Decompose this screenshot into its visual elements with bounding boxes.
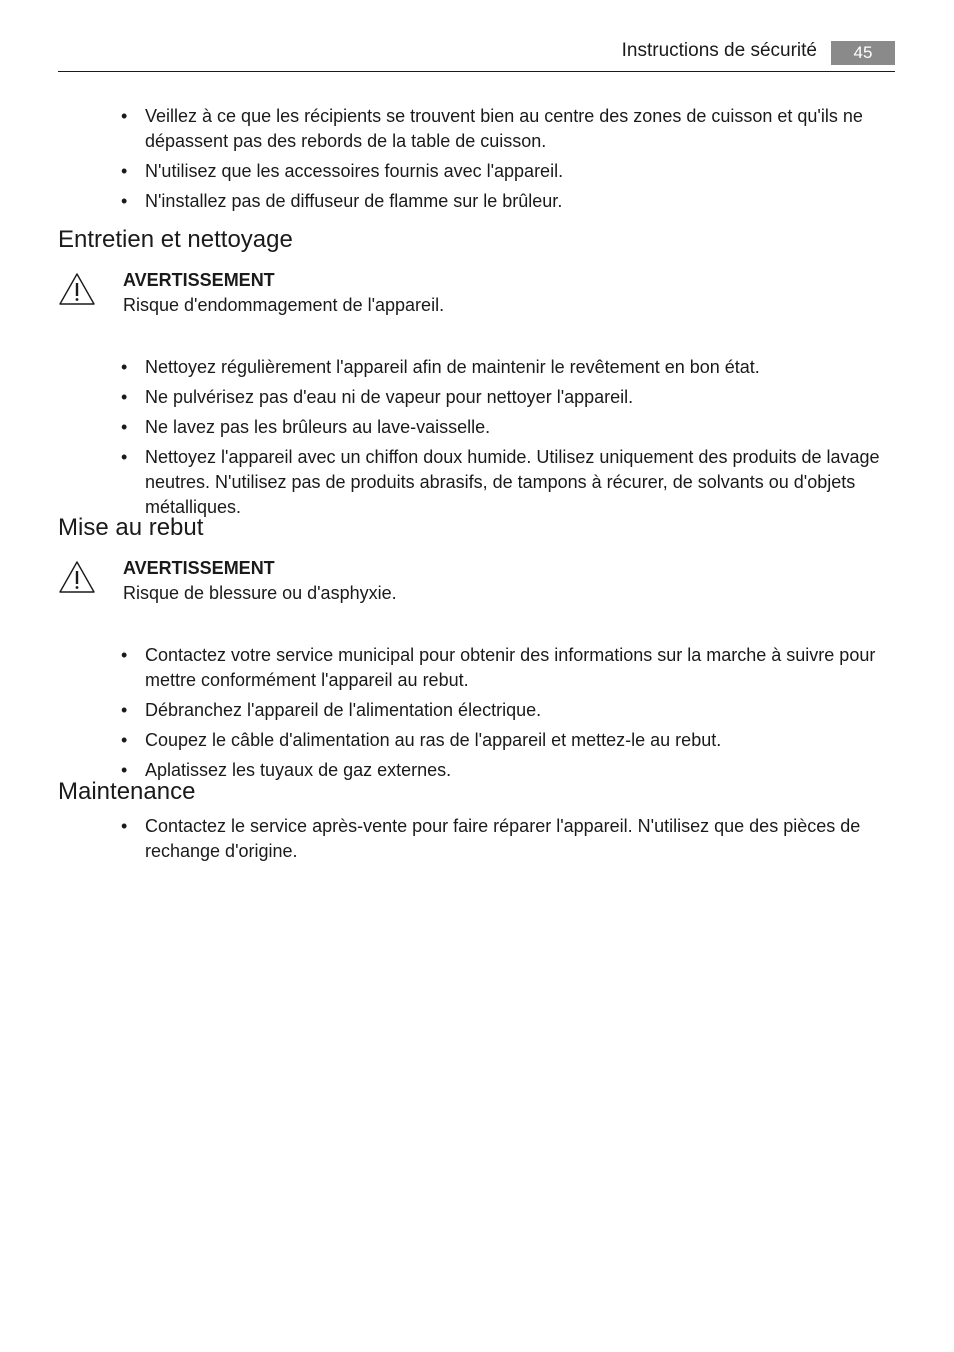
list-item: • N'utilisez que les accessoires fournis avec l'appareil.: [0, 159, 954, 184]
warning-block: [0, 268, 954, 318]
warning-title: AVERTISSEMENT: [123, 558, 275, 578]
list-item: • Ne pulvérisez pas d'eau ni de vapeur pour nettoyer l'appareil.: [0, 385, 954, 410]
disposal-list: [0, 643, 954, 783]
maintenance-list: [0, 814, 954, 864]
section-disposal: [0, 513, 954, 788]
list-item: • Veillez à ce que les récipients se trouvent bien au centre des zones de cuisson et qu'ils ne dépassent pas des rebords de la table de cuisson.: [0, 104, 954, 154]
list-item: • Contactez votre service municipal pour obtenir des informations sur la marche à suivre pour mettre conformément l'appareil au rebut.: [0, 643, 954, 693]
cleaning-list: [0, 355, 954, 520]
list-item: • Aplatissez les tuyaux de gaz externes.: [0, 758, 954, 783]
list-item: • Débranchez l'appareil de l'alimentation électrique.: [0, 698, 954, 723]
intro-list: [0, 104, 954, 219]
warning-triangle-icon: [58, 560, 96, 594]
list-item: • N'installez pas de diffuseur de flamme sur le brûleur.: [0, 189, 954, 214]
header-title: Instructions de sécurité: [621, 40, 817, 61]
page-number: 45: [831, 41, 895, 65]
list-item: • Nettoyez l'appareil avec un chiffon doux humide. Utilisez uniquement des produits de lavage neutres. N'utilisez pas de produits abrasifs, de tampons à récurer, de solvants ou d'objets métalliques.: [0, 445, 954, 520]
warning-title: AVERTISSEMENT: [123, 270, 275, 290]
warning-block: [0, 556, 954, 606]
list-item: • Coupez le câble d'alimentation au ras de l'appareil et mettez-le au rebut.: [0, 728, 954, 753]
section-heading: Maintenance: [58, 778, 196, 805]
warning-text: Risque d'endommagement de l'appareil.: [123, 295, 445, 315]
page-header: [58, 38, 895, 72]
list-item: • Nettoyez régulièrement l'appareil afin de maintenir le revêtement en bon état.: [0, 355, 954, 380]
section-heading: Entretien et nettoyage: [58, 226, 293, 253]
section-maintenance: [0, 777, 954, 869]
warning-triangle-icon: [58, 272, 96, 306]
warning-text: Risque de blessure ou d'asphyxie.: [123, 583, 397, 603]
section-heading: Mise au rebut: [58, 514, 204, 541]
list-item: • Ne lavez pas les brûleurs au lave-vaisselle.: [0, 415, 954, 440]
section-cleaning: [0, 225, 954, 525]
list-item: • Contactez le service après-vente pour faire réparer l'appareil. N'utilisez que des pièces de rechange d'origine.: [0, 814, 954, 864]
